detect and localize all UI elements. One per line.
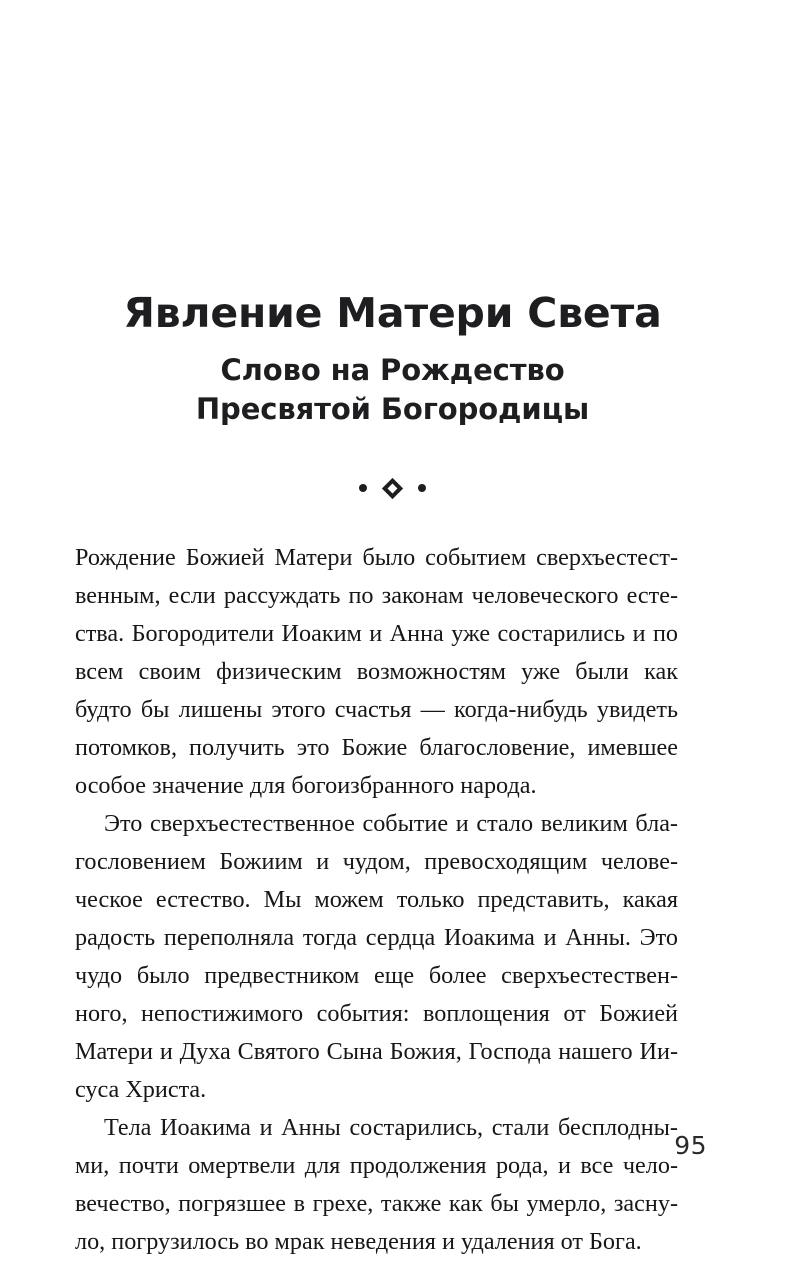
text-line: Матери и Духа Святого Сына Божия, Господа нашего Ии- [75,1038,678,1065]
text-line: радость переполняла тогда сердца Иоакима и Анны. Это [75,924,678,951]
text-line: гословением Божиим и чудом, превосходящим челове- [75,848,678,875]
text-line: венным, если рассуждать по законам человеческого есте- [75,582,678,609]
body-text [75,539,678,1261]
paragraph [75,539,678,805]
text-line: особое значение для богоизбранного народа. [75,772,537,799]
paragraph [75,1109,678,1261]
text-line: чудо было предвестником еще более сверхъестествен- [75,962,678,989]
diamond-outline-icon [382,477,403,498]
text-line: Это сверхъестественное событие и стало великим бла- [104,810,678,837]
chapter-heading [70,289,715,429]
text-line: будто бы лишены этого счастья — когда-нибудь увидеть [75,696,678,723]
text-line: ства. Богородители Иоаким и Анна уже состарились и по [75,620,678,647]
page-title: Явление Матери Света [123,289,662,337]
text-line: всем своим физическим возможностям уже были как [75,658,678,685]
chapter-subtitle: Слово на Рождество Пресвятой Богородицы [195,353,590,427]
section-ornament [0,473,785,503]
paragraph [75,805,678,1109]
text-line: ми, почти омертвели для продолжения рода, и все чело- [75,1152,678,1179]
dot-icon [418,484,426,492]
dot-icon [359,484,367,492]
text-line: потомков, получить это Божие благословение, имевшее [75,734,678,761]
text-line: ческое естество. Мы можем только представить, какая [75,886,678,913]
text-line: Тела Иоакима и Анны состарились, стали бесплодны- [104,1114,678,1141]
page-number: 95 [674,1131,707,1160]
text-line: Рождение Божией Матери было событием сверхъестест- [75,544,678,571]
text-line: ного, непостижимого события: воплощения от Божией [75,1000,678,1027]
text-line: ло, погрузилось во мрак неведения и удаления от Бога. [75,1228,642,1255]
text-line: суса Христа. [75,1076,207,1103]
text-line: вечество, погрязшее в грехе, также как бы умерло, засну- [75,1190,678,1217]
